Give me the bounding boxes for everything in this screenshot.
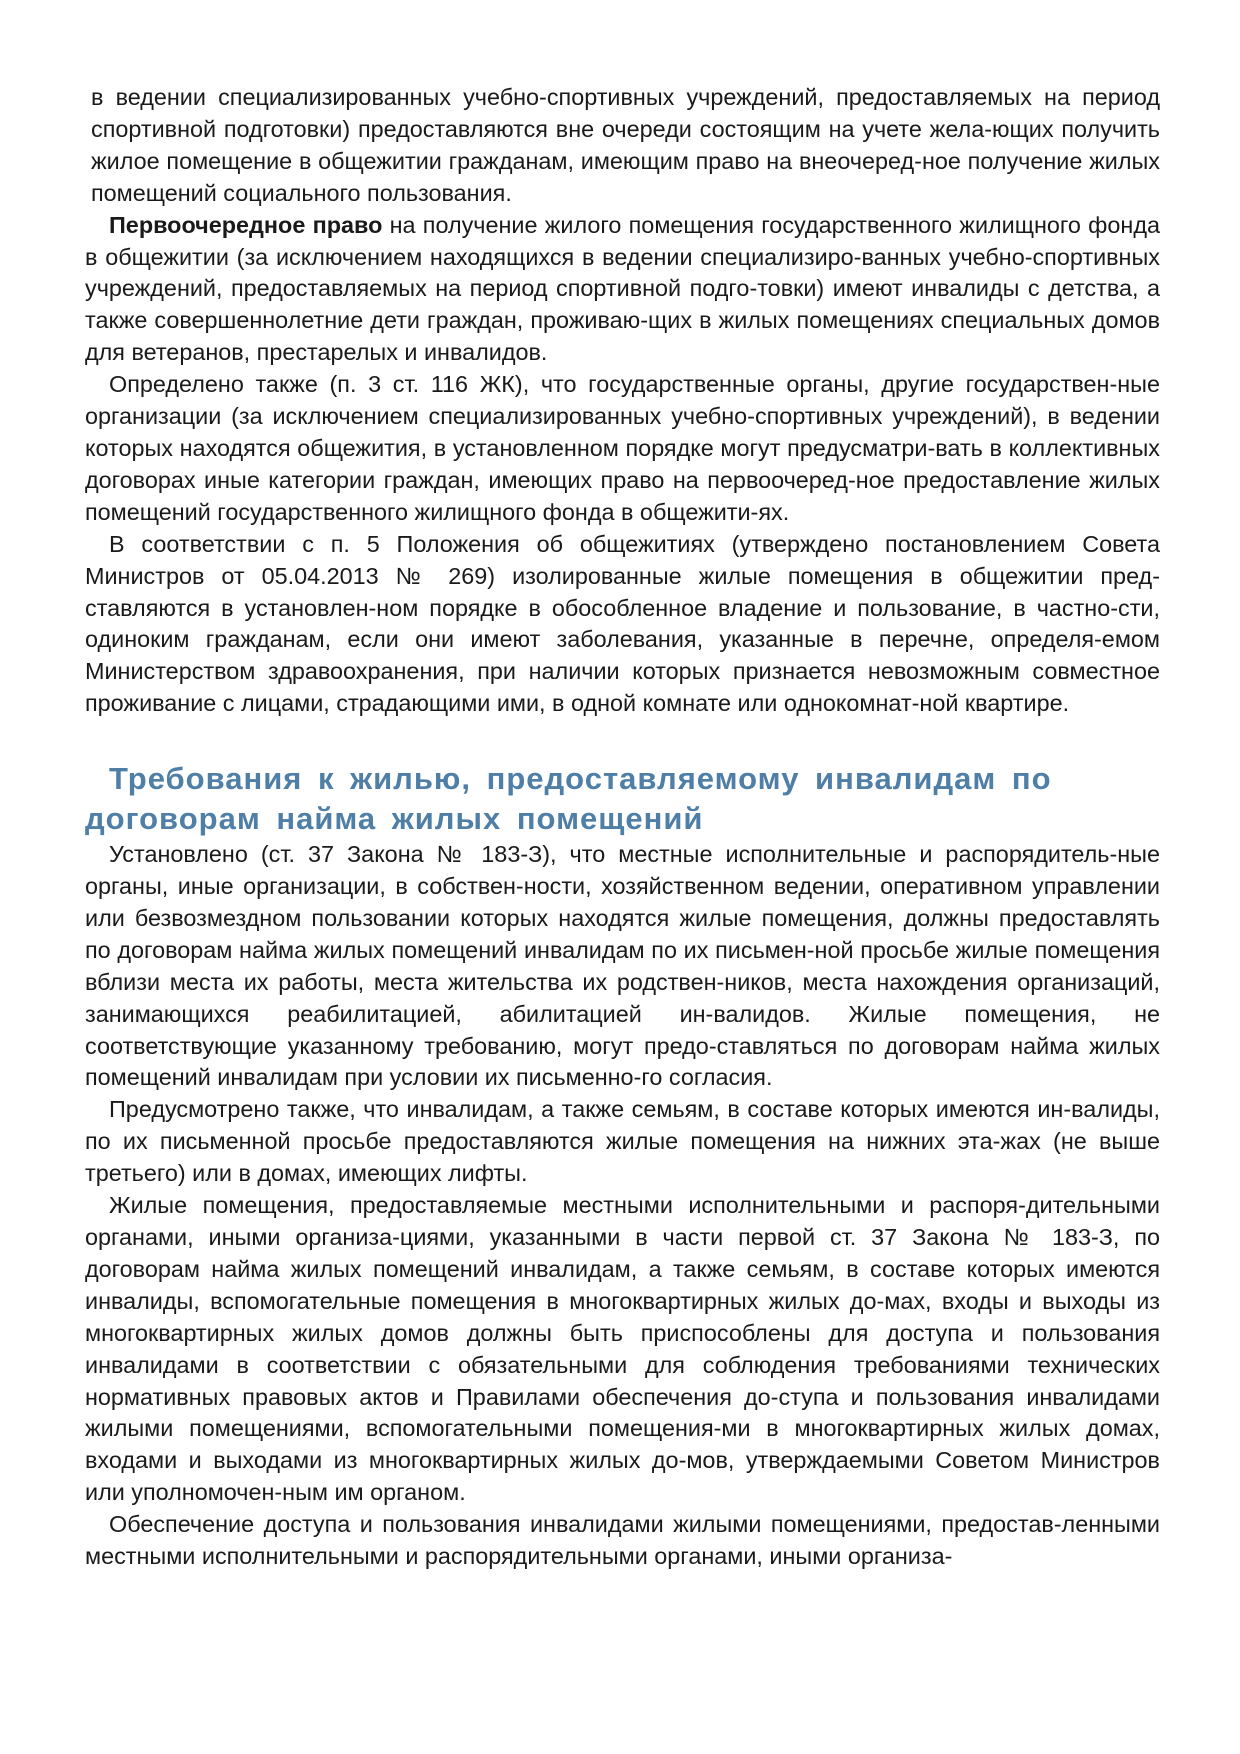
paragraph-accessibility: Жилые помещения, предоставляемые местными исполнительными и распоря-дительными органами, иными организа-циями, указанными в части первой ст. 37 Закона № 183-З, по договорам найма жилых помещений инвалидам, а также семьям, в составе которых имеются инвалиды, вспомогательные помещения в многоквартирных жилых до-мах, входы и выходы из многоквартирных жилых домов должны быть приспособлены для доступа и пользования инвалидами в соответствии с обязательными для соблюдения требованиями технических нормативных правовых актов и Правилами обеспечения до-ступа и пользования инвалидами жилыми помещениями, вспомогательными помещения-ми в многоквартирных жилых домах, входами и выходами из многоквартирных жилых до-мов, утверждаемыми Советом Министров или уполномочен-ным им органом. xyxy=(85,1192,1160,1506)
paragraph-priority-right xyxy=(85,210,1160,370)
paragraph-article-116: Определено также (п. 3 ст. 116 ЖК), что государственные органы, другие государствен-ные организации (за исключением специализированных учебно-спортивных учреждений), в ведении которых находятся общежития, в установленном порядке могут предусматри-вать в коллективных договорах иные категории граждан, имеющих право на первоочеред-ное предоставление жилых помещений государственного жилищного фонда в общежити-ях. xyxy=(85,371,1160,525)
section-heading-line2: договорам найма жилых помещений xyxy=(85,801,704,837)
section-heading xyxy=(85,759,1160,839)
section-heading-line1: Требования к жилью, предоставляемому инвалидам по xyxy=(109,761,1052,797)
paragraph-lower-floors: Предусмотрено также, что инвалидам, а также семьям, в составе которых имеются ин-валиды, по их письменной просьбе предоставляются жилые помещения на нижних эта-жах (не выше третьего) или в домах, имеющих лифты. xyxy=(85,1096,1160,1187)
paragraph-law-article-37: Установлено (ст. 37 Закона № 183-З), что местные исполнительные и распорядитель-ные органы, иные организации, в собствен-ности, хозяйственном ведении, оперативном управлении или безвозмездном пользовании которых находятся жилые помещения, должны предоставлять по договорам найма жилых помещений инвалидам по их письмен-ной просьбе жилые помещения вблизи места их работы, места жительства их родствен-ников, места нахождения организаций, занимающихся реабилитацией, абилитацией ин-валидов. Жилые помещения, не соответствующие указанному требованию, могут предо-ставляться по договорам найма жилых помещений инвалидам при условии их письменно-го согласия. xyxy=(85,841,1160,1091)
paragraph-access-provision: Обеспечение доступа и пользования инвалидами жилыми помещениями, предостав-ленными местными исполнительными и распорядительными органами, иными организа- xyxy=(85,1511,1160,1570)
document-page xyxy=(85,82,1160,1573)
paragraph-regulation: В соответствии с п. 5 Положения об общежитиях (утверждено постановлением Совета Министров от 05.04.2013 № 269) изолированные жилые помещения в общежитии пред-ставляются в установлен-ном порядке в обособленное владение и пользование, в частно-сти, одиноким гражданам, если они имеют заболевания, указанные в перечне, определя-емом Министерством здравоохранения, при наличии которых признается невозможным совместное проживание с лицами, страдающими ими, в одной комнате или однокомнат-ной квартире. xyxy=(85,530,1160,717)
paragraph-text: на получение жилого помещения государственного жилищного фонда в общежитии (за исключением находящихся в ведении специализиро-ванных учебно-спортивных учреждений, предоставляемых на период спортивной подго-товки) имеют инвалиды с детства, а также совершеннолетние дети граждан, проживаю-щих в жилых помещениях специальных домов для ветеранов, престарелых и инвалидов. xyxy=(85,211,1160,366)
bold-term: Первоочередное право xyxy=(109,211,383,238)
paragraph-continuation: в ведении специализированных учебно-спортивных учреждений, предоставляемых на период спортивной подготовки) предоставляются вне очереди состоящим на учете жела-ющих получить жилое помещение в общежитии гражданам, имеющим право на внеочеред-ное получение жилых помещений социального пользования. xyxy=(91,84,1160,206)
